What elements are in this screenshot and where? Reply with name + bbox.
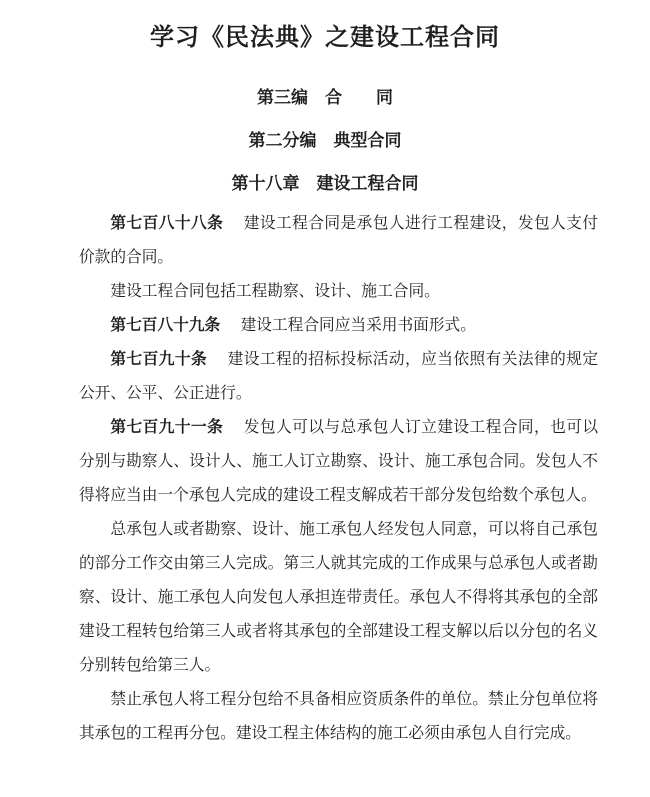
article-paragraph-791 [79, 410, 598, 512]
article-number: 第七百八十八条 [110, 213, 224, 232]
article-body [0, 206, 650, 750]
article-paragraph-791-cont2 [79, 682, 598, 750]
subpart-heading: 第二分编 典型合同 [248, 131, 402, 151]
article-text: 建设工程合同包括工程勘察、设计、施工合同。 [110, 281, 440, 300]
part-heading: 第三编 合 同 [257, 88, 393, 108]
article-paragraph-790 [79, 342, 598, 410]
article-text: 总承包人或者勘察、设计、施工承包人经发包人同意，可以将自己承包的部分工作交由第三人完成。第三人就其完成的工作成果与总承包人或者勘察、设计、施工承包人向发包人承担连带责任。承包人不得将其承包的全部建设工程转包给第三人或者将其承包的全部建设工程支解以后以分包的名义分别转包给第三人。 [79, 519, 598, 674]
article-text: 建设工程合同应当采用书面形式。 [240, 315, 476, 334]
article-paragraph-788-cont [79, 274, 598, 308]
chapter-heading: 第十八章 建设工程合同 [231, 174, 419, 194]
article-paragraph-789 [79, 308, 598, 342]
article-text: 禁止承包人将工程分包给不具备相应资质条件的单位。禁止分包单位将其承包的工程再分包。建设工程主体结构的施工必须由承包人自行完成。 [79, 689, 598, 742]
article-number: 第七百八十九条 [110, 315, 221, 334]
article-text: 建设工程的招标投标活动，应当依照有关法律的规定公开、公平、公正进行。 [79, 349, 599, 402]
article-paragraph-788 [79, 206, 598, 274]
article-number: 第七百九十条 [110, 349, 208, 368]
article-number: 第七百九十一条 [110, 417, 224, 436]
doc-title: 学习《民法典》之建设工程合同 [150, 22, 500, 51]
article-text: 建设工程合同是承包人进行工程建设，发包人支付价款的合同。 [79, 213, 599, 266]
article-paragraph-791-cont [79, 512, 598, 682]
article-text: 发包人可以与总承包人订立建设工程合同，也可以分别与勘察人、设计人、施工人订立勘察、设计、施工承包合同。发包人不得将应当由一个承包人完成的建设工程支解成若干部分发包给数个承包人。 [79, 417, 599, 504]
